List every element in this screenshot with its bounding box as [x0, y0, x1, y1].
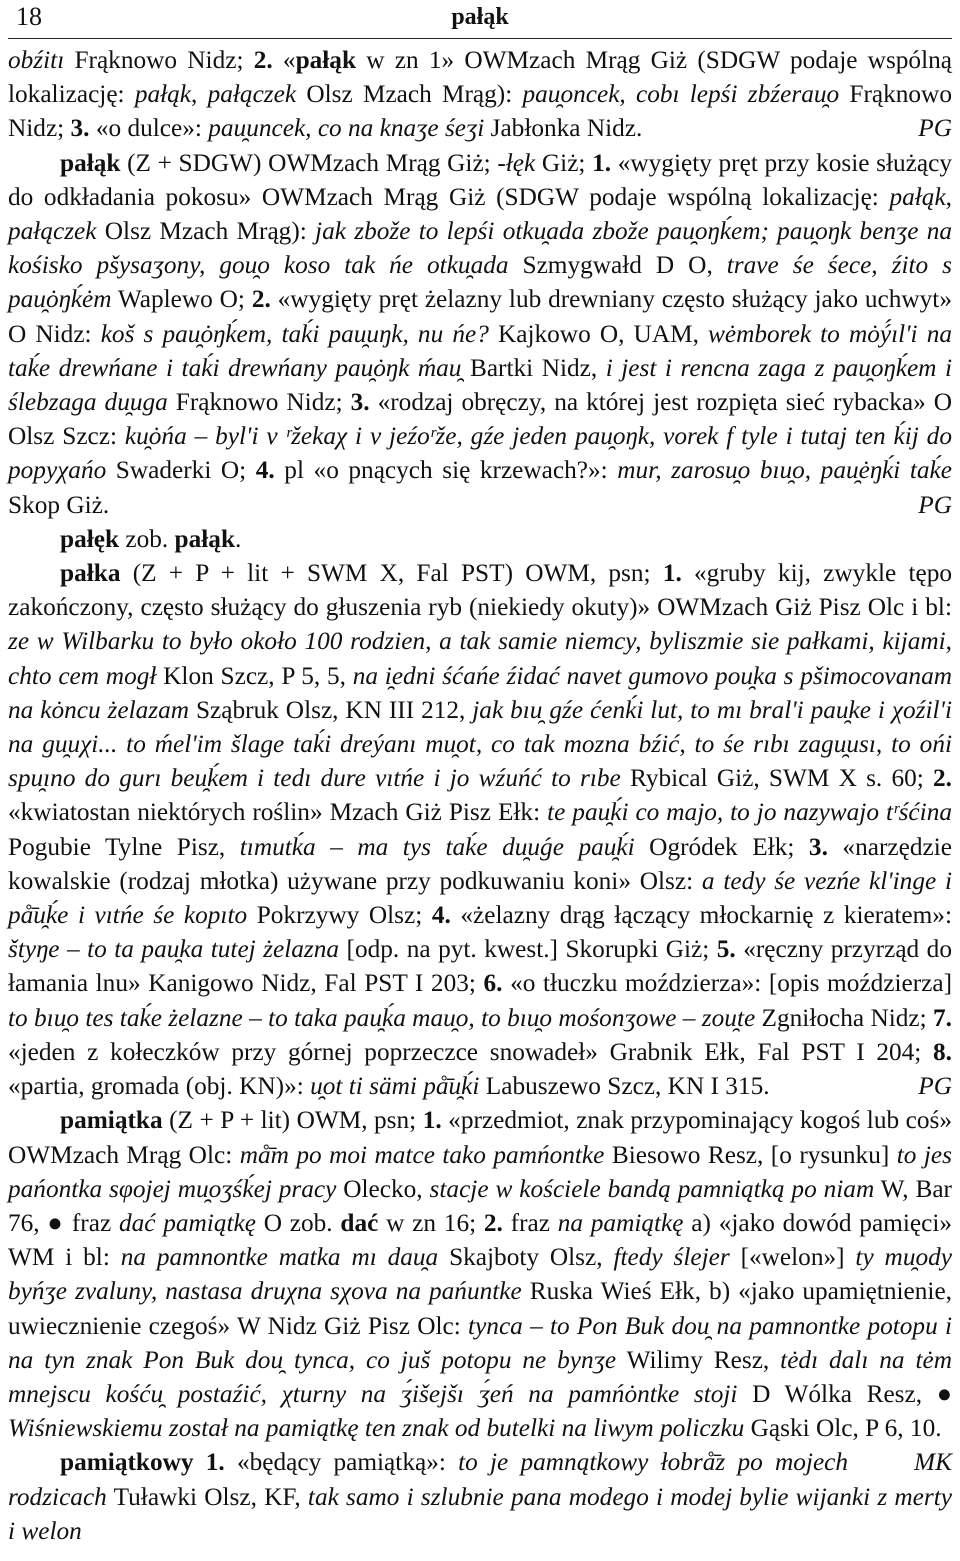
dictionary-entry	[8, 43, 952, 146]
author-signature: PG	[918, 114, 952, 143]
entry-text: obźitı Frąknowo Nidz; 2. «pałąk w zn 1» OWMzach Mrąg Giż (SDGW podaje wspólną lokalizację: pałąk, pałączek Olsz Mzach Mrąg): pau̯oncek, cobı lepśi zbźerau̯o Frąknowo Nidz; 3. «o dulce»: pau̯uncek, co na knaʒe śeʒi Jabłonka Nidz.	[8, 46, 952, 143]
dictionary-entry	[8, 556, 952, 1103]
dictionary-entry	[8, 1445, 952, 1548]
entry-text: pałąk (Z + SDGW) OWMzach Mrąg Giż; -łęk Giż; 1. «wygięty pręt przy kosie służący do odkładania pokosu» OWMzach Mrąg Giż (SDGW podaje wspólną lokalizację: pałąk, pałączek Olsz Mzach Mrąg): jak zbože to lepśi otku̯ada zbože pau̯oŋḱem; pau̯oŋk benʒe na kośisko pšysaʒony, gou̯o koso tak ńe otku̯ada Szmygwałd D O, trave śe śece, źito s pau̯ȯŋḱėm Waplewo O; 2. «wygięty pręt żelazny lub drewniany często służący jako uchwyt» O Nidz: koš s pau̯ȯŋḱem, taḱi pau̯uŋk, nu ńe? Kajkowo O, UAM, wėmborek to mȯý́ıl'i na taḱe drewńane i taḱi drewńany pau̯ȯŋk ḿau̯ Bartki Nidz, i jest i rencna zaga z pau̯oŋḱem i ślebzaga du̯uga Frąknowo Nidz; 3. «rodzaj obręczy, na której jest rozpięta sieć rybacka» O Olsz Szcz: ku̯ȯńa – byl'i v ʳžekaχ i v jeźoʳže, gźe jeden pau̯oŋk, vorek f tyle i tutaj ten ḱij do popyχańo Swaderki O; 4. pl «o pnących się krzewach?»: mur, zarosu̯o bıu̯o, pau̯ėŋḱi taḱe Skop Giż.	[8, 148, 953, 519]
dictionary-entry	[8, 1103, 953, 1477]
entry-text: pamiątka (Z + P + lit) OWM, psn; 1. «przedmiot, znak przypominający kogoś lub coś» OWMzach Mrąg Olc: må̄m po moi matce tako pamńontke Biesowo Resz, [o rysunku] to jes pańontka sφojej mu̯oʒśḱej pracy Olecko, stacje w kościele bandą pamniątką po niam W, Bar 76, ● fraz dać pamiątkę O zob. dać w zn 16; 2. fraz na pamiątkę a) «jako dowód pamięci» WM i bl: na pamnontke matka mı dau̯a Skajboty Olsz, ftedy ślejer [«welon»] ty mu̯ody byńʒe zvaluny, nastasa druχna sχova na pańuntke Ruska Wieś Ełk, b) «jako upamiętnienie, uwiecznienie czegoś» W Nidz Giż Pisz Olc: tynca – to Pon Buk dou̯ na pamnontke potopu i na tyn znak Pon Buk dou̯ tynca, co juš potopu ne bynʒe Wilimy Resz, tėdı dalı na tėm mnejscu kośću̯ postaźić, χturny na ʒ́išejšı ʒ́eń na pamńȯntke stoji D Wólka Resz, ● Wiśniewskiemu został na pamiątkę ten znak od butelki na liwym policzku Gąski Olc, P 6, 10.	[8, 1106, 953, 1443]
dictionary-entry	[8, 146, 952, 522]
author-signature: PG	[918, 490, 952, 519]
author-signature: MK	[914, 1448, 952, 1477]
entry-text: pamiątkowy 1. «będący pamiątką»: to je pamnątkowy łobrå̄z po mojech rodzicach Tuławki Olsz, KF, tak samo i szlubnie pana modego i modej bylie wijanki z merty i welon	[8, 1448, 952, 1545]
author-signature: PG	[918, 1072, 952, 1101]
dictionary-entry	[8, 522, 952, 556]
entry-text: pałka (Z + P + lit + SWM X, Fal PST) OWM, psn; 1. «gruby kij, zwykle tępo zakończony, często służący do głuszenia ryb (niekiedy okuty)» OWMzach Giż Pisz Olc i bl: ze w Wilbarku to było około 100 rodzien, a tak samie niemcy, byliszmie sie pałkami, kijami, chto cem mogł Klon Szcz, P 5, 5, na i̯edni śćańe źidać navet gumovo pou̯ka s pšimocovanam na kȯncu żelazam Sząbruk Olsz, KN III 212, jak bıu̯ gźe ćenḱi lut, to mı bral'i pau̯ke i χoźil'i na gu̯uχi... to ḿel'im šlage taḱi dreýanı mu̯ot, co tak mozna bźić, to śe rıbı zagu̯usı, to ońi spu̯ıno do gurı beu̯ḱem i tedı dure vıtńe i jo wźuńć to rıbe Rybical Giż, SWM X s. 60; 2. «kwiatostan niektórych roślin» Mzach Giż Pisz Ełk: te pau̯ḱi co majo, to jo nazywajo tʳśćina Pogubie Tylne Pisz, tımutḱa – ma tys taḱe du̯uǵe pau̯ḱi Ogródek Ełk; 3. «narzędzie kowalskie (rodzaj młotka) używane przy podkuwaniu koni» Olsz: a tedy śe vezńe kl'inge i på̄u̯ḱe i vıtńe śe kopıto Pokrzywy Olsz; 4. «żelazny drąg łączący młockarnię z kieratem»: štyŋe – to ta pau̯ka tutej żelazna [odp. na pyt. kwest.] Skorupki Giż; 5. «ręczny przyrząd do łamania lnu» Kanigowo Nidz, Fal PST I 203; 6. «o tłuczku moździerza»: [opis moździerza] to bıu̯o tes taḱe żelazne – to taka pau̯ḱa mau̯o, to bıu̯o mośonʒowe – zou̯te Zgniłocha Nidz; 7. «jeden z kołeczków przy górnej poprzeczce snowadeł» Grabnik Ełk, Fal PST I 204; 8. «partia, gromada (obj. KN)»: u̯ot ti sämi på̄u̯ḱi Labuszewo Szcz, KN I 315.	[8, 559, 953, 1101]
dictionary-entries	[8, 39, 952, 1548]
entry-text: pałęk zob. pałąk.	[60, 524, 242, 553]
running-head: pałąk	[451, 4, 509, 30]
page-number: 18	[16, 2, 42, 31]
page-header	[8, 0, 952, 39]
